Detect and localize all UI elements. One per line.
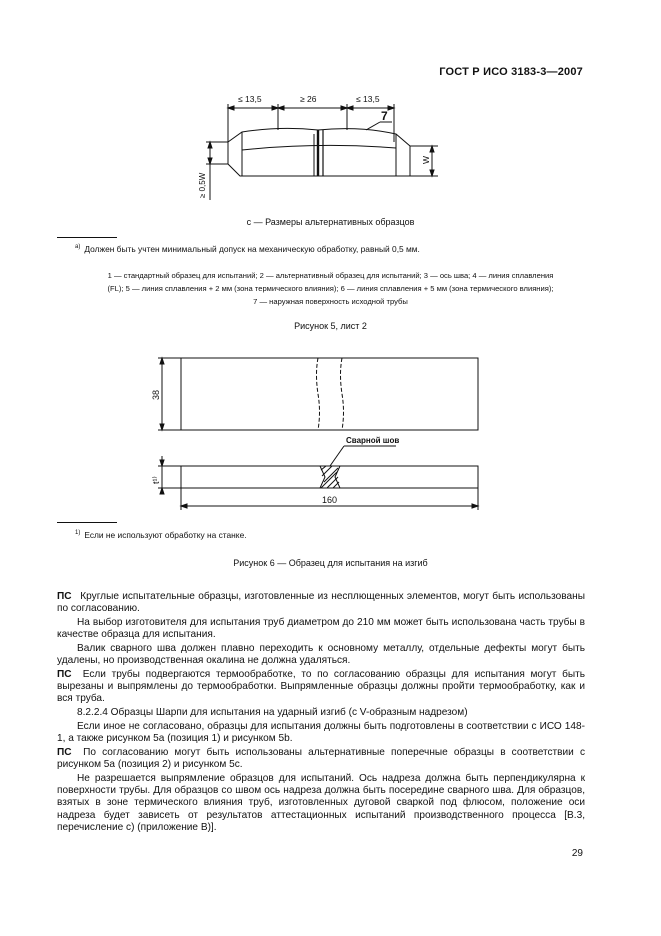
paragraph-7: ПС По согласованию могут быть использованы альтернативные поперечные образцы в соответствии с рисунком 5a (позиция 2) и рисунком 5c. bbox=[57, 747, 585, 771]
legend-line-2: (FL); 5 — линия сплавления + 2 мм (зона термического влияния); 6 — линия сплавления + 5 мм (зона термического влияния); bbox=[107, 284, 554, 293]
footnote-a bbox=[75, 244, 420, 254]
paragraph-6: Если иное не согласовано, образцы для испытания должны быть подготовлены в соответствии с ИСО 148-1, а также рисунком 5a (позиция 1) и рисунком 5b. bbox=[57, 721, 585, 745]
footnote-rule-2 bbox=[57, 522, 117, 523]
body-text bbox=[57, 591, 585, 836]
paragraph-3: Валик сварного шва должен плавно переходить к основному металлу, отдельные дефекты могут быть удалены, но производственная окалина не должна удаляться. bbox=[57, 643, 585, 667]
dim-width-label: W bbox=[421, 155, 431, 164]
paragraph-8: Не разрешается выпрямление образцов для испытаний. Ось надреза должна быть перпендикулярна к поверхности трубы. Для образцов со швом ось надреза должна быть посередине сварного шва. Для образцов, взятых в зоне термического влияния труб, изготовленных дуговой сваркой под флюсом, положение оси надреза будет зависеть от результатов аттестационных испытаний производственного процесса [B.3, перечисление c) (приложение B)]. bbox=[57, 773, 585, 833]
figure-5c-caption: c — Размеры альтернативных образцов bbox=[246, 217, 415, 227]
footnote-a-text: Должен быть учтен минимальный допуск на механическую обработку, равный 0,5 мм. bbox=[84, 244, 420, 254]
footnote-a-marker: a) bbox=[75, 244, 81, 250]
footnote-rule bbox=[57, 237, 117, 238]
figure-6-title: Рисунок 6 — Образец для испытания на изгиб bbox=[233, 558, 428, 568]
callout-number: 7 bbox=[381, 109, 388, 123]
footnote-1 bbox=[75, 530, 247, 540]
dim-height-label: ≥ 0,5W bbox=[198, 172, 207, 198]
paragraph-4: ПС Если трубы подвергаются термообработке, то по согласованию образцы для испытания могут быть вырезаны и выпрямлены до термообработки. Выпрямленные образцы должны пройти термообработку, как и вся труба. bbox=[57, 669, 585, 705]
dim-right-label: ≤ 13,5 bbox=[356, 94, 380, 104]
footnote-1-marker: 1) bbox=[75, 530, 81, 536]
ps-marker: ПС bbox=[57, 591, 72, 602]
paragraph-2: На выбор изготовителя для испытания труб диаметром до 210 мм может быть использована часть трубы в качестве образца для испытания. bbox=[57, 617, 585, 641]
figure-6-drawing bbox=[148, 350, 488, 520]
weld-label: Сварной шов bbox=[346, 436, 400, 445]
paragraph-5-heading: 8.2.2.4 Образцы Шарпи для испытания на ударный изгиб (с V-образным надрезом) bbox=[77, 707, 468, 719]
dim-38-label: 38 bbox=[151, 389, 161, 400]
ps-marker: ПС bbox=[57, 669, 72, 680]
document-id: ГОСТ Р ИСО 3183-3—2007 bbox=[439, 66, 583, 78]
dim-left-label: ≤ 13,5 bbox=[238, 94, 262, 104]
footnote-1-text: Если не используют обработку на станке. bbox=[84, 530, 247, 540]
paragraph-1: ПС Круглые испытательные образцы, изготовленные из несплющенных элементов, могут быть использованы по согласованию. bbox=[57, 591, 585, 615]
ps-marker: ПС bbox=[57, 747, 72, 758]
legend-line-3: 7 — наружная поверхность исходной трубы bbox=[253, 297, 408, 306]
dim-mid-label: ≥ 26 bbox=[300, 94, 317, 104]
dim-t-label: t¹⁾ bbox=[151, 476, 161, 484]
legend bbox=[30, 269, 631, 308]
legend-line-1: 1 — стандартный образец для испытаний; 2 — альтернативный образец для испытаний; 3 — ось шва; 4 — линия сплавления bbox=[107, 271, 554, 280]
figure-5-title: Рисунок 5, лист 2 bbox=[294, 321, 367, 331]
page-number: 29 bbox=[571, 848, 583, 859]
figure-5c-drawing bbox=[180, 90, 450, 210]
dim-160-label: 160 bbox=[322, 495, 338, 505]
